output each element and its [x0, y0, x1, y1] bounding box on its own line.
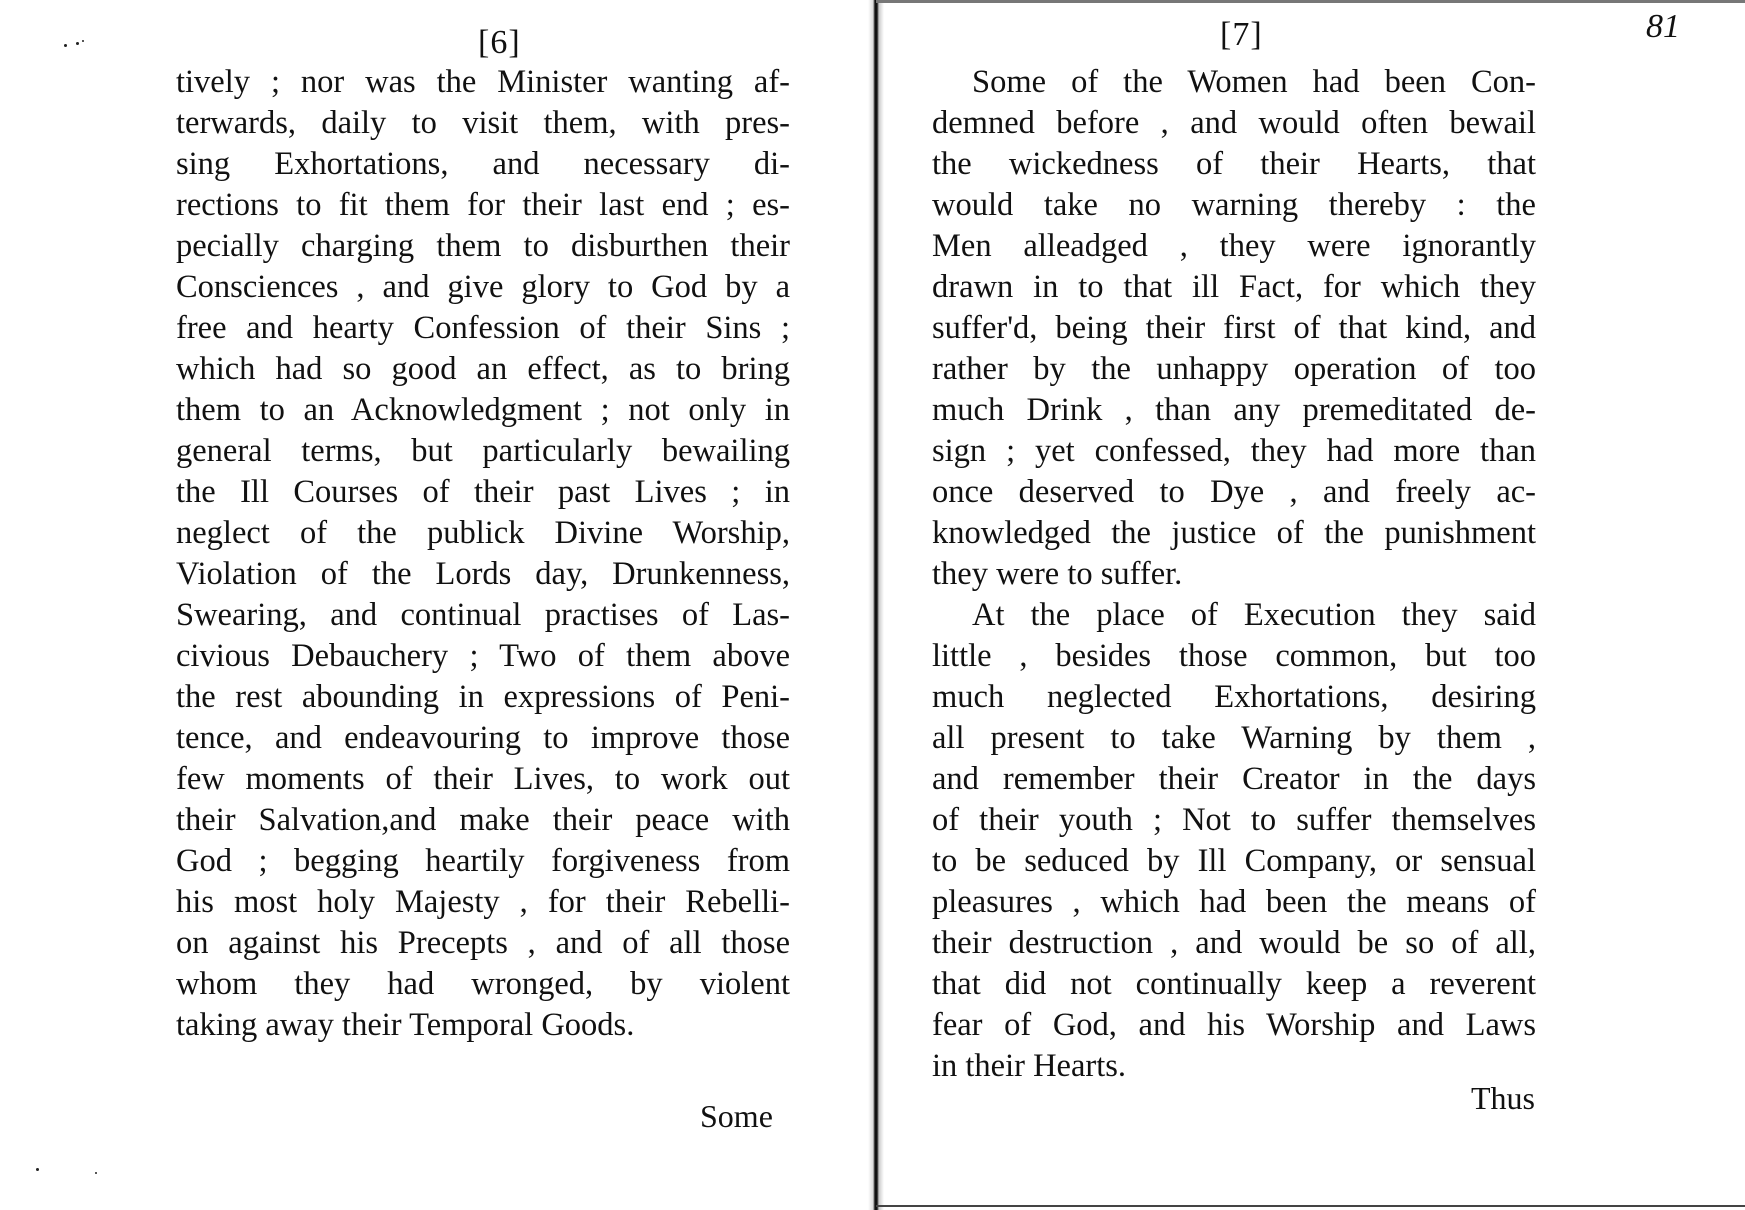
text-line: fear of God, and his Worship and Laws	[932, 1007, 1536, 1043]
text-line: few moments of their Lives, to work out	[176, 761, 790, 797]
text-line: whom they had wronged, by violent	[176, 966, 790, 1002]
text-line: of their youth ; Not to suffer themselves	[932, 802, 1536, 838]
catchword-right: Thus	[1471, 1080, 1535, 1116]
text-line: their destruction , and would be so of all,	[932, 925, 1536, 961]
text-line: pecially charging them to disburthen their	[176, 228, 790, 264]
text-line: Swearing, and continual practises of Las-	[176, 597, 790, 633]
text-line: Some of the Women had been Con-	[972, 64, 1536, 100]
catchword-left: Some	[700, 1098, 773, 1134]
text-line: which had so good an effect, as to bring	[176, 351, 790, 387]
text-line: the Ill Courses of their past Lives ; in	[176, 474, 790, 510]
text-line: Violation of the Lords day, Drunkenness,	[176, 556, 790, 592]
ink-speck	[64, 44, 67, 47]
text-line: and remember their Creator in the days	[932, 761, 1536, 797]
text-line: all present to take Warning by them ,	[932, 720, 1536, 756]
text-line: the rest abounding in expressions of Peni-	[176, 679, 790, 715]
page-number-right: [7]	[1220, 16, 1263, 53]
text-line: Consciences , and give glory to God by a	[176, 269, 790, 305]
text-line: would take no warning thereby : the	[932, 187, 1536, 223]
left-page-text	[176, 62, 790, 1046]
text-line: God ; begging heartily forgiveness from	[176, 843, 790, 879]
text-line: drawn in to that ill Fact, for which they	[932, 269, 1536, 305]
page-edge-bottom	[876, 1205, 1745, 1207]
text-line: knowledged the justice of the punishment	[932, 515, 1536, 551]
handwritten-folio: 81	[1646, 8, 1680, 45]
ink-speck	[36, 1168, 39, 1171]
text-line: civious Debauchery ; Two of them above	[176, 638, 790, 674]
text-line: At the place of Execution they said	[972, 597, 1536, 633]
ink-speck	[95, 1172, 97, 1174]
right-page-text	[932, 62, 1536, 1087]
text-line: in their Hearts.	[932, 1048, 1127, 1084]
text-line: free and hearty Confession of their Sins ;	[176, 310, 790, 346]
page-number-left: [6]	[478, 24, 521, 61]
right-page	[876, 0, 1745, 1210]
text-line: Men alleadged , they were ignorantly	[932, 228, 1536, 264]
ink-speck	[82, 40, 84, 42]
text-line: general terms, but particularly bewailing	[176, 433, 790, 469]
text-line: rather by the unhappy operation of too	[932, 351, 1536, 387]
text-line: suffer'd, being their first of that kind, and	[932, 310, 1536, 346]
text-line: his most holy Majesty , for their Rebelli-	[176, 884, 790, 920]
text-line: to be seduced by Ill Company, or sensual	[932, 843, 1536, 879]
ink-speck	[76, 42, 79, 45]
text-line: neglect of the publick Divine Worship,	[176, 515, 790, 551]
text-line: them to an Acknowledgment ; not only in	[176, 392, 790, 428]
text-line: pleasures , which had been the means of	[932, 884, 1536, 920]
text-line: much neglected Exhortations, desiring	[932, 679, 1536, 715]
page-edge-top	[876, 0, 1745, 3]
text-line: rections to fit them for their last end ; es-	[176, 187, 790, 223]
text-line: much Drink , than any premeditated de-	[932, 392, 1536, 428]
text-line: tence, and endeavouring to improve those	[176, 720, 790, 756]
text-line: they were to suffer.	[932, 556, 1183, 592]
text-line: that did not continually keep a reverent	[932, 966, 1536, 1002]
text-line: taking away their Temporal Goods.	[176, 1007, 635, 1043]
text-line: sing Exhortations, and necessary di-	[176, 146, 790, 182]
text-line: terwards, daily to visit them, with pres-	[176, 105, 790, 141]
text-line: the wickedness of their Hearts, that	[932, 146, 1536, 182]
text-line: once deserved to Dye , and freely ac-	[932, 474, 1536, 510]
text-line: on against his Precepts , and of all those	[176, 925, 790, 961]
text-line: little , besides those common, but too	[932, 638, 1536, 674]
text-line: their Salvation,and make their peace with	[176, 802, 790, 838]
text-line: demned before , and would often bewail	[932, 105, 1536, 141]
text-line: tively ; nor was the Minister wanting af-	[176, 64, 790, 100]
text-line: sign ; yet confessed, they had more than	[932, 433, 1536, 469]
